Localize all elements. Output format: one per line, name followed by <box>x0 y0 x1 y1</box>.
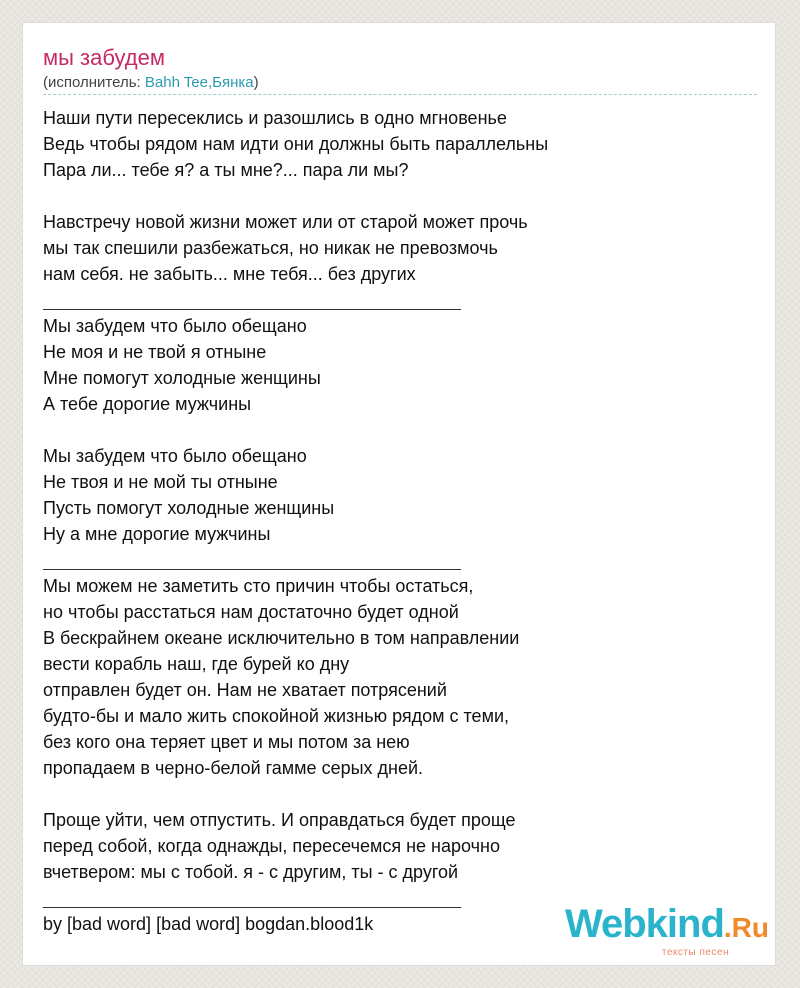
stanza-break <box>43 417 757 443</box>
lyric-line: Навстречу новой жизни может или от старой может прочь <box>43 212 528 232</box>
lyric-line: но чтобы расстаться нам достаточно будет одной <box>43 602 459 622</box>
site-logo[interactable] <box>564 902 769 959</box>
artist-prefix: (исполнитель: <box>43 74 145 91</box>
lyric-line: Не твоя и не мой ты отныне <box>43 472 278 492</box>
lyrics-body <box>43 105 757 937</box>
section-separator <box>43 287 757 313</box>
stanza-break <box>43 183 757 209</box>
logo-name: Webkind <box>564 902 724 946</box>
lyric-line: Мы забудем что было обещано <box>43 446 307 466</box>
lyric-line: мы так спешили разбежаться, но никак не превозмочь <box>43 238 498 258</box>
lyric-line: Проще уйти, чем отпустить. И оправдаться будет проще <box>43 810 516 830</box>
lyric-line: В бескрайнем океане исключительно в том направлении <box>43 628 520 648</box>
lyric-line: вчетвером: мы с тобой. я - с другим, ты - с другой <box>43 862 459 882</box>
lyric-line: by [bad word] [bad word] bogdan.blood1k <box>43 914 374 934</box>
header-divider <box>43 94 757 95</box>
lyric-line: А тебе дорогие мужчины <box>43 394 252 414</box>
lyric-line: будто-бы и мало жить спокойной жизнью рядом с теми, <box>43 706 509 726</box>
artist-link[interactable]: Bahh Tee,Бянка <box>144 74 254 91</box>
lyric-line: Наши пути пересеклись и разошлись в одно мгновенье <box>43 108 507 128</box>
lyric-line: перед собой, когда однажды, пересечемся не нарочно <box>43 836 500 856</box>
logo-tld: .Ru <box>723 912 769 943</box>
logo-tagline: тексты песен <box>661 947 729 958</box>
logo-wordmark <box>564 902 769 947</box>
lyric-line: Мы можем не заметить сто причин чтобы остаться, <box>43 576 474 596</box>
lyric-line: вести корабль наш, где бурей ко дну <box>43 654 350 674</box>
section-separator <box>43 547 757 573</box>
lyric-line: без кого она теряет цвет и мы потом за нею <box>43 732 410 752</box>
lyric-line: Ну а мне дорогие мужчины <box>43 524 271 544</box>
lyric-line: Мы забудем что было обещано <box>43 316 307 336</box>
lyrics-card <box>22 22 776 966</box>
lyric-line: Ведь чтобы рядом нам идти они должны быть параллельны <box>43 134 549 154</box>
lyric-line: Пара ли... тебе я? а ты мне?... пара ли мы? <box>43 160 409 180</box>
artist-line <box>43 74 259 92</box>
lyric-line: Пусть помогут холодные женщины <box>43 498 335 518</box>
lyric-line: Мне помогут холодные женщины <box>43 368 321 388</box>
lyric-line: Не моя и не твой я отныне <box>43 342 267 362</box>
stanza-break <box>43 781 757 807</box>
lyric-line: отправлен будет он. Нам не хватает потрясений <box>43 680 447 700</box>
lyric-line: пропадаем в черно-белой гамме серых дней. <box>43 758 424 778</box>
song-title: мы забудем <box>43 45 165 70</box>
artist-suffix: ) <box>253 74 259 91</box>
lyric-line: нам себя. не забыть... мне тебя... без других <box>43 264 416 284</box>
